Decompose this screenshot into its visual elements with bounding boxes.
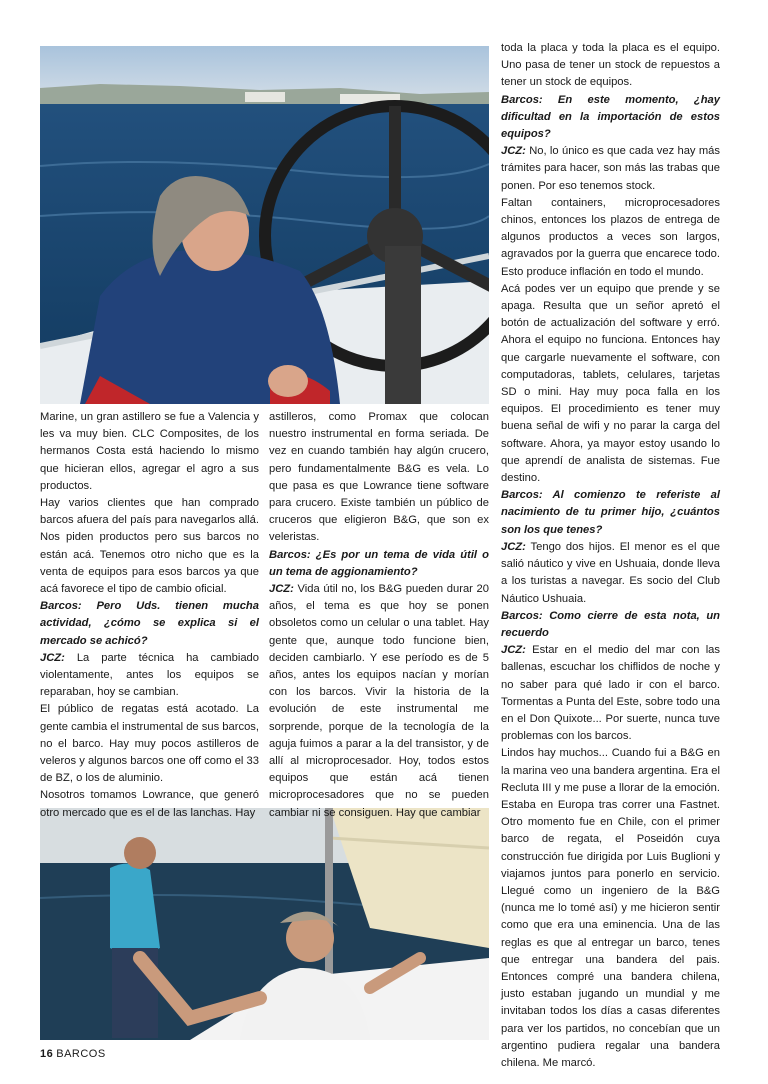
- speaker-label: JCZ:: [501, 644, 526, 657]
- deck-photo-illustration: [40, 808, 489, 1040]
- interview-answer: [40, 650, 259, 702]
- paragraph: Acá podes ver un equipo que prende y se apaga. Resulta que un señor apretó el botón de actualización del software y erró. Ahora el equipo no funciona. Entonces hay que cargarle nuevamente el software, con computadoras, tablets, celulares, tarjetas SD o mini. Hay muy poca falla en los equipos. El procedimiento es tener muy buena señal de wifi y no parar la carga del software. Ahora, ya mayor estoy usando lo que aprendí de analista de sistemas. Fue destino.: [501, 282, 720, 485]
- interview-answer: [501, 539, 720, 608]
- article-column-2: [269, 409, 489, 822]
- page-footer: [40, 1048, 106, 1060]
- photo-man-at-helm: [40, 46, 489, 404]
- speaker-label: JCZ:: [501, 145, 526, 158]
- paragraph: El público de regatas está acotado. La gente cambia el instrumental de sus barcos, no el barco. Hay muy pocos astilleros de veleros y algunos barcos one off como el 33 de BZ, o los de aluminio.: [40, 703, 259, 785]
- interview-question: Barcos: En este momento, ¿hay dificultad en la importación de estos equipos?: [501, 93, 720, 141]
- speaker-label: JCZ:: [40, 651, 65, 664]
- answer-text: Estar en el medio del mar con las ballenas, escuchar los chiflidos de noche y no saber para qué lado ir con el barco. Tormentas a Punta del Este, sobre todo una en el Don Quixote... Por suerte, nunca tuve problemas con los barcos.: [501, 644, 720, 743]
- paragraph: Faltan containers, microprocesadores chinos, entonces los plazos de entrega de algunos productos a veces son largos, agravados por la guerra que encarece todo. Esto produce inflación en todo el mundo.: [501, 196, 720, 278]
- interview-answer: [501, 143, 720, 195]
- page-number: 16: [40, 1048, 54, 1060]
- speaker-label: JCZ:: [501, 540, 526, 553]
- interview-question: Barcos: ¿Es por un tema de vida útil o un tema de aggionamiento?: [269, 548, 489, 578]
- article-column-1: [40, 409, 259, 822]
- answer-text: Vida útil no, los B&G pueden durar 20 años, el tema es que hoy se ponen obsoletos como un celular o una tablet. Hay gente que, aunque todo funcione bien, deciden cambiarlo. Y ese período es de 5 años, antes los equipos nacían y morían con los barcos. Vivir la historia de la evolución de este instrumental me sorprende, porque de la tecnología de la aguja fuimos a parar a la del transistor, y de allí al microprocesador. Hoy, todos estos equipos que están acá tienen microprocesadores que no se pueden cambiar ni se consiguen. Hay que cambiar: [269, 583, 489, 819]
- article-column-3: [501, 40, 720, 1072]
- paragraph: Marine, un gran astillero se fue a Valencia y les va muy bien. CLC Composites, de los hermanos Costa está haciendo lo mismo que hicieran ellos, agregar el agro a sus productos.: [40, 411, 259, 492]
- paragraph: toda la placa y toda la placa es el equipo. Uno pasa de tener un stock de repuestos a tener un stock de equipos.: [501, 42, 720, 89]
- photo-two-men-on-deck: [40, 808, 489, 1040]
- paragraph: Lindos hay muchos... Cuando fui a B&G en la marina veo una bandera argentina. Era el Recluta III y me puse a llorar de la emoción. Estaba en Europa tras correr una Fastnet. Otro momento fue en Chile, con el primer barco de regata, el Poseidón cuya construcción fue dirigida por Luis Buglioni y viajamos juntos para ponerlo en servicio. Llegué como un ingeniero de la B&G (nunca me lo tomé así) y me hicieron sentir como que era una eminencia. Una de las reglas es que al entregar un barco, tenes que entregar una bandera del pais. Entonces compré una bandera chilena, justo estaban jugando un mundial y me invitaban todos los días a casas diferentes para ver los partidos, no concebían que un argentino pudiera regalar una bandera chilena. Me marcó.: [501, 747, 720, 1069]
- section-name: BARCOS: [56, 1048, 106, 1060]
- paragraph: astilleros, como Promax que colocan nuestro instrumental en forma seriada. De vez en cuando también hay algún crucero, pero fundamentalmente B&G es vela. Lo que pasa es que Lowrance tiene software para crucero. Existe también un público de cruceros que eligieron B&G, que son ex veleristas.: [269, 411, 489, 544]
- paragraph: Nosotros tomamos Lowrance, que generó otro mercado que es el de las lanchas. Hay: [40, 789, 259, 819]
- interview-answer: [501, 642, 720, 745]
- interview-question: Barcos: Pero Uds. tienen mucha actividad, ¿cómo se explica si el mercado se achicó?: [40, 600, 259, 647]
- speaker-label: JCZ:: [269, 583, 294, 596]
- answer-text: No, lo único es que cada vez hay más trámites para hacer, son más las trabas que ponen. Por eso tenemos stock.: [501, 145, 720, 192]
- interview-question: Barcos: Al comienzo te referiste al nacimiento de tu primer hijo, ¿cuántos son los que tenes?: [501, 489, 720, 536]
- answer-text: La parte técnica ha cambiado violentamente, antes los equipos se reparaban, hoy se cambian.: [40, 651, 259, 699]
- interview-answer: [269, 581, 489, 822]
- helm-photo-illustration: [40, 46, 489, 404]
- paragraph: Hay varios clientes que han comprado barcos afuera del país para navegarlos allá. Nos piden productos pero sus barcos no están acá. Tenemos otro nicho que es la venta de equipos para esos barcos ya que acá favorece el tipo de cambio oficial.: [40, 497, 259, 596]
- interview-question: Barcos: Como cierre de esta nota, un recuerdo: [501, 609, 720, 639]
- answer-text: Tengo dos hijos. El menor es el que salió náutico y vive en Ushuaia, donde lleva a los turistas a navegar. Es socio del Club Náutico Ushuaia.: [501, 540, 720, 605]
